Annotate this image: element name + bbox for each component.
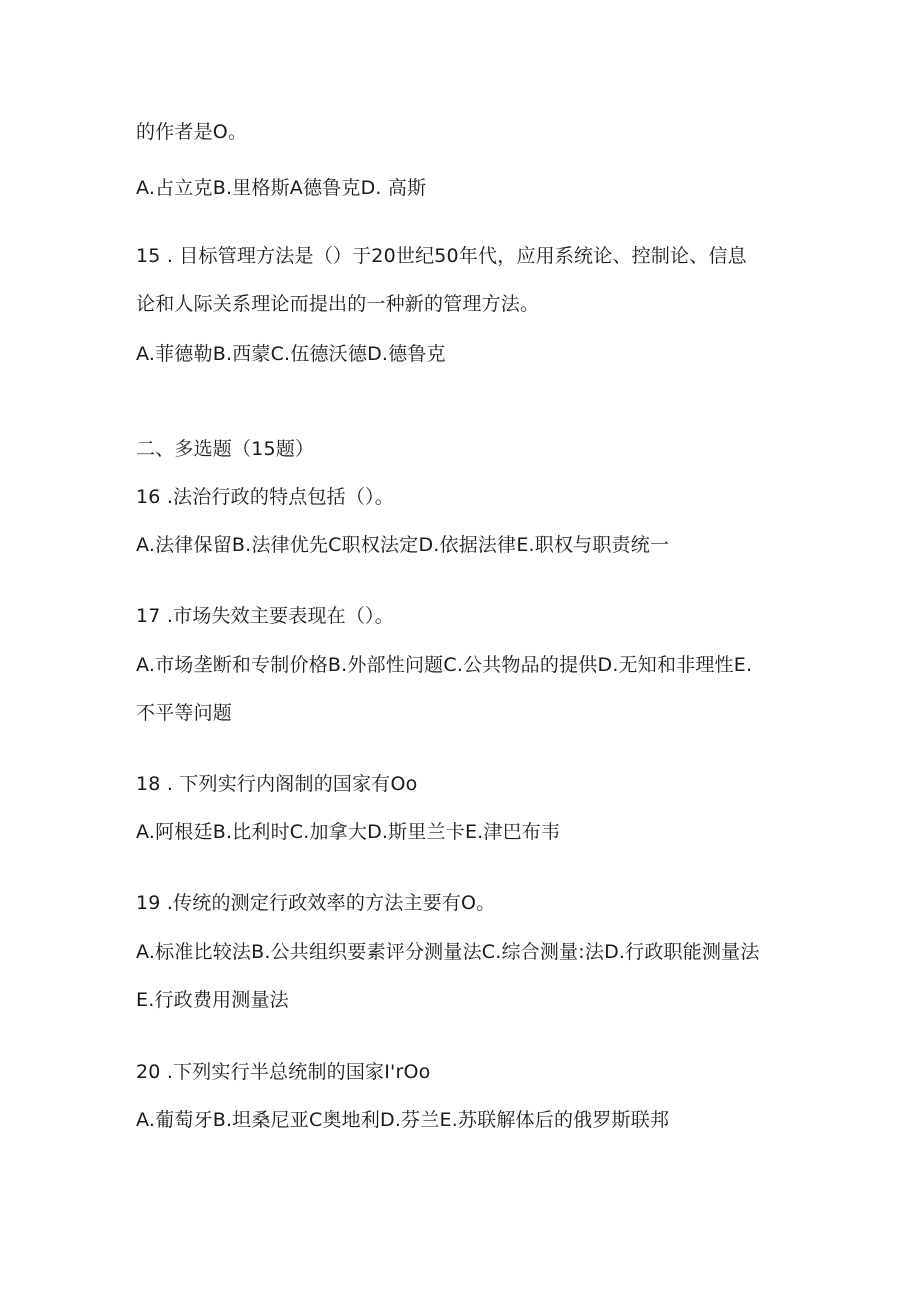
q16-options: A.法律保留B.法律优先C职权法定D.依据法律E.职权与职责统一: [136, 534, 670, 556]
q15-options: A.菲德勒B.西蒙C.伍德沃德D.德鲁克: [136, 343, 446, 365]
q19-options-line1: A.标准比较法B.公共组织要素评分测量法C.综合测量:法D.行政职能测量法: [136, 941, 760, 963]
q18-stem: 18 . 下列实行内阁制的国家有Oo: [136, 773, 418, 795]
section-heading: 二、多选题（15题）: [136, 438, 315, 460]
q14-stem-continuation: 的作者是O。: [136, 121, 248, 143]
q19-options-line2: E.行政费用测量法: [136, 989, 289, 1011]
q20-options: A.葡萄牙B.坦桑尼亚C奥地利D.芬兰E.苏联解体后的俄罗斯联邦: [136, 1109, 670, 1131]
q18-options: A.阿根廷B.比利时C.加拿大D.斯里兰卡E.津巴布韦: [136, 821, 561, 843]
q17-options-line1: A.市场垄断和专制价格B.外部性问题C.公共物品的提供D.无知和非理性E.: [136, 654, 753, 676]
q15-stem-line1: 15 . 目标管理方法是（）于20世纪50年代，应用系统论、控制论、信息: [136, 245, 747, 267]
q14-options: A.占立克B.里格斯A德鲁克D. 高斯: [136, 177, 427, 199]
q19-stem: 19 .传统的测定行政效率的方法主要有O。: [136, 892, 496, 914]
q17-stem: 17 .市场失效主要表现在（）。: [136, 605, 394, 627]
q17-options-line2: 不平等问题: [136, 702, 233, 724]
q16-stem: 16 .法治行政的特点包括（）。: [136, 486, 394, 508]
q15-stem-line2: 论和人际关系理论而提出的一种新的管理方法。: [136, 293, 540, 315]
q20-stem: 20 .下列实行半总统制的国家I'rOo: [136, 1061, 431, 1083]
